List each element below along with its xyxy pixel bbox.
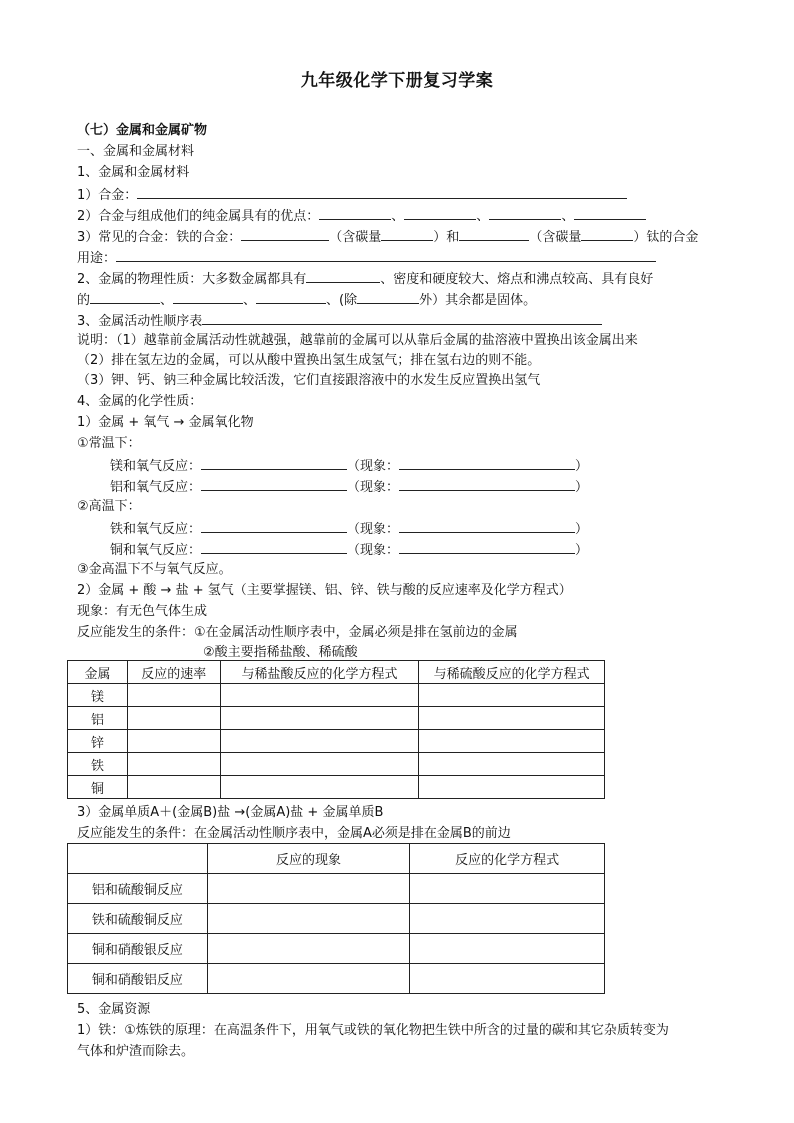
table-row	[68, 874, 605, 904]
physical-blank-1[interactable]	[306, 269, 380, 283]
chemical-properties-heading: 4、金属的化学性质：	[77, 394, 203, 409]
table-header-row	[68, 661, 605, 684]
table-header-row	[68, 844, 605, 874]
row-label: 铜	[68, 776, 128, 799]
carbon-end-2: ）钛的合金	[633, 230, 699, 245]
use-label: 用途：	[77, 251, 117, 266]
al-phenomenon-blank[interactable]	[399, 477, 575, 491]
h2so4-equation-cell[interactable]	[419, 776, 605, 799]
physical-text-e: 外）其余都是固体。	[419, 293, 537, 308]
common-alloy-label: 3）常见的合金：铁的合金：	[77, 230, 242, 245]
physical-text-b: 、密度和硬度较大、熔点和沸点较高、具有良好	[380, 272, 654, 287]
section-heading: （七）金属和金属矿物	[77, 123, 208, 138]
physical-property-line-1	[77, 269, 653, 289]
note-3: （3）钾、钙、钠三种金属比较活泼，它们直接跟溶液中的水发生反应置换出氢气	[77, 373, 541, 388]
phenomenon-open: （现象：	[347, 459, 400, 474]
alloy-line	[77, 185, 627, 205]
h2so4-equation-cell[interactable]	[419, 684, 605, 707]
physical-property-line-2: 的 、 、 、(除 外）其余都是固体。	[77, 290, 536, 310]
alloy-advantage-line: 2）合金与组成他们的纯金属具有的优点： 、 、 、	[77, 206, 646, 226]
phenomenon-cell[interactable]	[207, 934, 410, 964]
carbon-blank-2[interactable]	[581, 227, 633, 241]
phenomenon-cell[interactable]	[207, 964, 410, 994]
phenomenon-open: （现象：	[347, 543, 400, 558]
iron-alloy-blank-2[interactable]	[459, 227, 529, 241]
metal-acid-table	[67, 660, 605, 799]
al-oxygen-label: 铝和氧气反应：	[110, 480, 202, 495]
carbon-label-1: （含碳量	[329, 230, 382, 245]
h2so4-equation-cell[interactable]	[419, 707, 605, 730]
hcl-equation-cell[interactable]	[220, 707, 419, 730]
equation-cell[interactable]	[410, 904, 605, 934]
equation-cell[interactable]	[410, 964, 605, 994]
table-header: 金属	[68, 661, 128, 684]
advantage-blank-3[interactable]	[489, 206, 561, 220]
row-label: 铜和硝酸铝反应	[68, 964, 208, 994]
iron-smelting-line-1: 1）铁：①炼铁的原理：在高温条件下，用氧气或铁的氧化物把生铁中所含的过量的碳和其它杂质转变为	[77, 1023, 669, 1038]
carbon-blank-1[interactable]	[381, 227, 433, 241]
phenomenon-close: ）	[575, 543, 589, 558]
part-heading: 一、金属和金属材料	[77, 144, 195, 159]
al-oxygen-line	[110, 477, 588, 497]
alloy-advantage-label: 2）合金与组成他们的纯金属具有的优点：	[77, 209, 320, 224]
table-row	[68, 684, 605, 707]
equation-cell[interactable]	[410, 934, 605, 964]
cu-oxygen-line	[110, 540, 588, 560]
activity-series-blank[interactable]	[202, 311, 602, 325]
cu-oxygen-label: 铜和氧气反应：	[110, 543, 202, 558]
phenomenon-cell[interactable]	[207, 904, 410, 934]
hcl-equation-cell[interactable]	[220, 753, 419, 776]
row-label: 镁	[68, 684, 128, 707]
high-temperature-label: ②高温下：	[77, 499, 141, 514]
carbon-end-1: ）和	[433, 230, 460, 245]
condition-3: 反应能发生的条件：在金属活动性顺序表中，金属A必须是排在金属B的前边	[77, 826, 511, 841]
table-header: 与稀硫酸反应的化学方程式	[419, 661, 605, 684]
subsection-heading: 1、金属和金属材料	[77, 165, 190, 180]
alloy-blank[interactable]	[137, 185, 627, 199]
phenomenon-text: 现象：有无色气体生成	[77, 604, 208, 619]
displacement-table	[67, 843, 605, 994]
fe-oxygen-line	[110, 519, 588, 539]
table-row	[68, 904, 605, 934]
displacement-equation: 3）金属单质A＋(金属B)盐 →(金属A)盐 + 金属单质B	[77, 805, 384, 820]
common-alloy-line	[77, 227, 698, 247]
use-blank[interactable]	[116, 248, 656, 262]
row-label: 铜和硝酸银反应	[68, 934, 208, 964]
iron-alloy-blank-1[interactable]	[241, 227, 329, 241]
row-label: 铝	[68, 707, 128, 730]
phenomenon-close: ）	[575, 480, 589, 495]
table-header: 反应的现象	[207, 844, 410, 874]
physical-blank-4[interactable]	[256, 290, 326, 304]
fe-phenomenon-blank[interactable]	[399, 519, 575, 533]
gold-note: ③金高温下不与氧气反应。	[77, 562, 232, 577]
advantage-blank-2[interactable]	[404, 206, 476, 220]
table-row	[68, 707, 605, 730]
phenomenon-close: ）	[575, 459, 589, 474]
activity-series-label: 3、金属活动性顺序表	[77, 314, 203, 329]
row-label: 锌	[68, 730, 128, 753]
al-equation-blank[interactable]	[201, 477, 347, 491]
phenomenon-open: （现象：	[347, 522, 400, 537]
advantage-blank-4[interactable]	[574, 206, 646, 220]
hcl-equation-cell[interactable]	[220, 730, 419, 753]
metal-acid-equation: 2）金属 + 酸 → 盐 + 氢气（主要掌握镁、铝、锌、铁与酸的反应速率及化学方程式）	[77, 583, 572, 598]
resources-heading: 5、金属资源	[77, 1002, 151, 1017]
physical-text-d: 、(除	[326, 293, 358, 308]
table-header: 反应的速率	[127, 661, 220, 684]
phenomenon-open: （现象：	[347, 480, 400, 495]
condition-1: 反应能发生的条件：①在金属活动性顺序表中，金属必须是排在氢前边的金属	[77, 625, 518, 640]
rate-cell[interactable]	[127, 753, 220, 776]
carbon-label-2: （含碳量	[529, 230, 582, 245]
table-row	[68, 730, 605, 753]
hcl-equation-cell[interactable]	[220, 776, 419, 799]
note-1: 说明：（1）越靠前金属活动性就越强，越靠前的金属可以从靠后金属的盐溶液中置换出该金属出来	[77, 333, 638, 348]
physical-text-a: 2、金属的物理性质：大多数金属都具有	[77, 272, 307, 287]
note-2: （2）排在氢左边的金属，可以从酸中置换出氢生成氢气；排在氢右边的则不能。	[77, 353, 541, 368]
phenomenon-close: ）	[575, 522, 589, 537]
advantage-blank-1[interactable]	[319, 206, 391, 220]
use-line	[77, 248, 656, 268]
physical-blank-5[interactable]	[357, 290, 419, 304]
cu-phenomenon-blank[interactable]	[399, 540, 575, 554]
table-header: 反应的化学方程式	[410, 844, 605, 874]
row-label: 铁	[68, 753, 128, 776]
physical-text-c: 的	[77, 293, 91, 308]
rate-cell[interactable]	[127, 730, 220, 753]
rate-cell[interactable]	[127, 684, 220, 707]
table-row	[68, 776, 605, 799]
physical-blank-2[interactable]	[90, 290, 160, 304]
metal-oxygen-equation: 1）金属 + 氧气 → 金属氧化物	[77, 415, 254, 430]
table-row	[68, 964, 605, 994]
normal-temperature-label: ①常温下：	[77, 436, 141, 451]
mg-equation-blank[interactable]	[201, 456, 347, 470]
mg-oxygen-line	[110, 456, 588, 476]
iron-smelting-line-2: 气体和炉渣而除去。	[77, 1044, 195, 1059]
fe-equation-blank[interactable]	[201, 519, 347, 533]
table-row	[68, 934, 605, 964]
rate-cell[interactable]	[127, 776, 220, 799]
row-label: 铁和硫酸铜反应	[68, 904, 208, 934]
alloy-label: 1）合金：	[77, 188, 138, 203]
hcl-equation-cell[interactable]	[220, 684, 419, 707]
phenomenon-cell[interactable]	[207, 874, 410, 904]
mg-phenomenon-blank[interactable]	[399, 456, 575, 470]
cu-equation-blank[interactable]	[201, 540, 347, 554]
table-row	[68, 753, 605, 776]
page-title: 九年级化学下册复习学案	[300, 71, 494, 91]
table-header: 与稀盐酸反应的化学方程式	[220, 661, 419, 684]
h2so4-equation-cell[interactable]	[419, 753, 605, 776]
equation-cell[interactable]	[410, 874, 605, 904]
table-header	[68, 844, 208, 874]
fe-oxygen-label: 铁和氧气反应：	[110, 522, 202, 537]
mg-oxygen-label: 镁和氧气反应：	[110, 459, 202, 474]
physical-blank-3[interactable]	[173, 290, 243, 304]
activity-series-line	[77, 311, 602, 331]
h2so4-equation-cell[interactable]	[419, 730, 605, 753]
row-label: 铝和硫酸铜反应	[68, 874, 208, 904]
condition-2: ②酸主要指稀盐酸、稀硫酸	[203, 645, 358, 660]
rate-cell[interactable]	[127, 707, 220, 730]
